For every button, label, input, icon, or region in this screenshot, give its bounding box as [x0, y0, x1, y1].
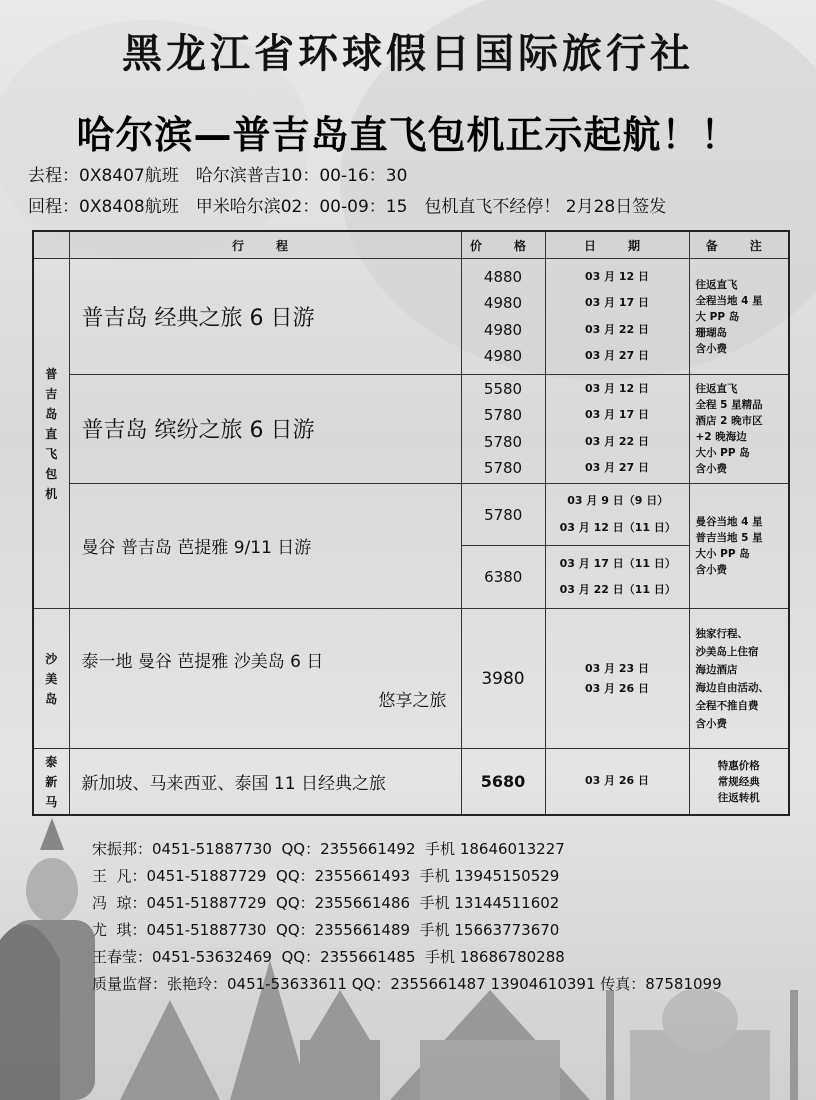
- price-value: 4980: [483, 294, 523, 313]
- route-name: 泰一地 曼谷 芭提雅 沙美岛 6 日: [81, 651, 324, 672]
- price-value: 5780: [483, 406, 523, 425]
- price-value: 4980: [483, 347, 523, 366]
- dancer-figure: [0, 818, 95, 1100]
- region-tsm: 泰新马: [33, 749, 69, 815]
- date-value: 03 月 27 日: [584, 349, 650, 363]
- price-value: 5780: [462, 484, 546, 546]
- table-row: [33, 375, 789, 483]
- contact-line: 尤 琪：0451-51887730 QQ：2355661489 手机 15663773670: [92, 921, 560, 939]
- date-value: 03 月 12 日: [584, 381, 650, 395]
- header-notes: 备 注: [689, 231, 789, 259]
- region-samui: 沙美岛: [33, 608, 69, 748]
- route-name: 新加坡、马来西亚、泰国 11 日经典之旅: [69, 749, 461, 815]
- contact-line: 冯 琼：0451-51887729 QQ：2355661486 手机 13144511602: [92, 894, 560, 912]
- route-subtitle: 悠享之旅: [378, 690, 447, 711]
- region-phuket: 普吉岛直飞包机: [33, 259, 69, 609]
- date-list: 03 月 23 日 03 月 26 日: [545, 608, 689, 748]
- date-list: 03 月 26 日: [545, 749, 689, 815]
- contact-line: 王春莹：0451-53632469 QQ：2355661485 手机 18686780288: [92, 948, 565, 966]
- price-value: 5580: [483, 379, 523, 398]
- notes-cell: 曼谷当地 4 星 普吉当地 5 星 大小 PP 岛 含小费: [689, 483, 789, 608]
- header-route: 行 程: [69, 231, 461, 259]
- price-value: 5780: [483, 459, 523, 478]
- route-name: 普吉岛 缤纷之旅 6 日游: [69, 375, 461, 483]
- date-list: [545, 375, 689, 483]
- date-list: 03 月 17 日（11 日） 03 月 22 日（11 日）: [559, 556, 676, 597]
- route-name: 曼谷 普吉岛 芭提雅 9/11 日游: [69, 483, 461, 608]
- tour-table: [32, 230, 790, 816]
- price-value: 6380: [462, 546, 546, 608]
- date-list: [545, 259, 689, 375]
- price-date-split: [461, 483, 689, 608]
- notes-cell: 往返直飞 全程当地 4 星 大 PP 岛 珊瑚岛 含小费: [689, 259, 789, 375]
- date-list: 03 月 9 日（9 日） 03 月 12 日（11 日）: [546, 484, 690, 546]
- contact-list: [92, 836, 722, 998]
- header-price: 价 格: [461, 231, 545, 259]
- headline: 哈尔滨—普吉岛直飞包机正示起航！！: [76, 113, 740, 157]
- price-value: 3980: [461, 608, 545, 748]
- table-row: [33, 483, 789, 608]
- date-value: 03 月 22 日: [584, 434, 650, 448]
- notes-cell: 特惠价格 常规经典 往返转机: [689, 749, 789, 815]
- date-value: 03 月 17 日: [584, 408, 650, 422]
- contact-line: 王 凡：0451-51887729 QQ：2355661493 手机 13945150529: [92, 867, 560, 885]
- price-value: 4980: [483, 320, 523, 339]
- notes-cell: 独家行程、 沙美岛上住宿 海边酒店 海边自由活动、 全程不推自费 含小费: [689, 608, 789, 748]
- date-value: 03 月 12 日: [584, 269, 650, 283]
- date-value: 03 月 27 日: [584, 461, 650, 475]
- table-row: [33, 749, 789, 815]
- price-list: [461, 259, 545, 375]
- date-value: 03 月 22 日: [584, 322, 650, 336]
- notes-cell: 往返直飞 全程 5 星精品 酒店 2 晚市区 +2 晚海边 大小 PP 岛 含小费: [689, 375, 789, 483]
- header-date: 日 期: [545, 231, 689, 259]
- return-flight: 回程：0X8408航班 甲米哈尔滨02：00-09：15 包机直飞不经停！ 2月28日签发: [28, 197, 667, 217]
- contact-line: 宋振邦：0451-51887730 QQ：2355661492 手机 18646013227: [92, 840, 565, 858]
- price-value: 5680: [461, 749, 545, 815]
- table-row: [33, 608, 789, 748]
- price-value: 4880: [483, 267, 523, 286]
- outbound-flight: 去程：0X8407航班 哈尔滨普吉10：00-16：30: [28, 166, 408, 186]
- price-list: [461, 375, 545, 483]
- table-header-row: [33, 231, 789, 259]
- route-cell: [69, 608, 461, 748]
- price-value: 5780: [483, 432, 523, 451]
- header-blank: [33, 231, 69, 259]
- date-value: 03 月 17 日: [584, 296, 650, 310]
- agency-name: 黑龙江省环球假日国际旅行社: [122, 30, 694, 77]
- route-name: 普吉岛 经典之旅 6 日游: [69, 259, 461, 375]
- table-row: [33, 259, 789, 375]
- contact-line: 质量监督：张艳玲：0451-53633611 QQ：2355661487 13904610391 传真：87581099: [92, 975, 722, 993]
